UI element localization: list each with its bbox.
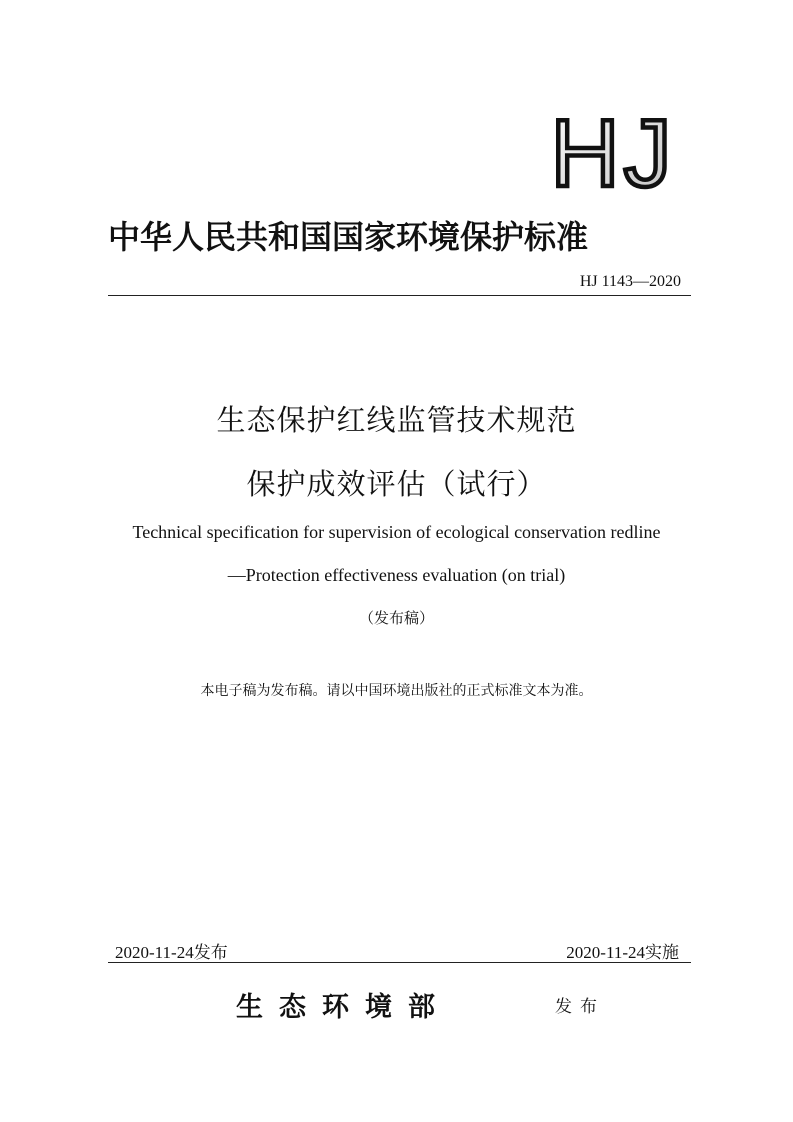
notice-text: 本电子稿为发布稿。请以中国环境出版社的正式标准文本为准。: [200, 683, 593, 699]
issued-label: 发布: [555, 997, 605, 1017]
effective-date: 2020-11-24实施: [566, 943, 679, 962]
hj-logo-text: HJ: [550, 108, 676, 194]
header-divider: [108, 295, 691, 296]
hj-logo: [538, 108, 688, 194]
agency-title: 中华人民共和国国家环境保护标准: [108, 218, 589, 256]
footer-divider: [108, 962, 691, 963]
title-cn-line1: 生态保护红线监管技术规范: [216, 403, 577, 437]
release-date: 2020-11-24发布: [115, 943, 228, 962]
draft-status: （发布稿）: [358, 609, 434, 627]
title-en-line1: Technical specification for supervision of ecological conservation redline: [132, 522, 661, 542]
title-en-line2: —Protection effectiveness evaluation (on trial): [227, 565, 566, 585]
standard-code: HJ 1143—2020: [579, 273, 681, 290]
title-cn-line2: 保护成效评估（试行）: [246, 467, 547, 501]
issuer-name: 生态环境部: [236, 992, 451, 1023]
